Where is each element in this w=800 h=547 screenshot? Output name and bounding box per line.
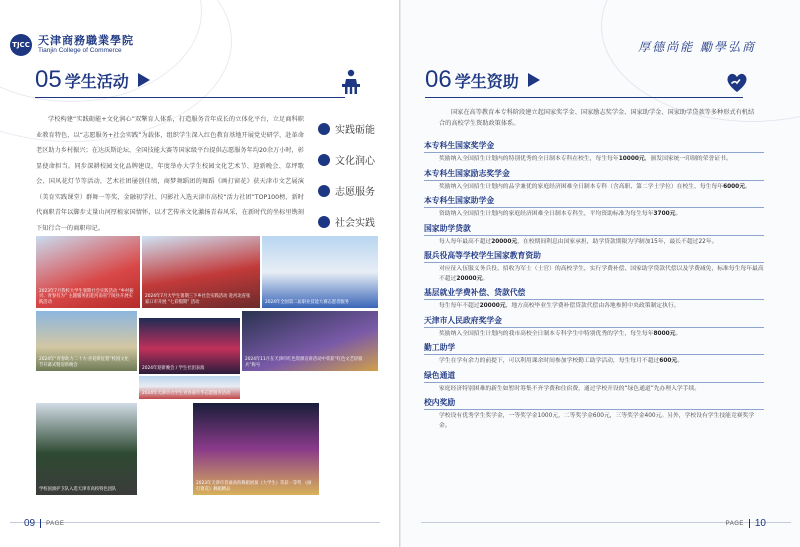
aid-item	[424, 370, 764, 395]
aid-item-text: 学校设有优秀学生奖学金，一等奖学金1000元，二等奖学金600元，三等奖学金400元。另外，学校设有学生技能竞赛奖学金。	[439, 413, 755, 429]
tag-item: 文化润心	[318, 144, 375, 175]
section-heading-activities	[35, 66, 150, 94]
aid-item	[424, 140, 764, 165]
bullet-dot-icon	[318, 123, 330, 135]
bullet-dot-icon	[318, 185, 330, 197]
aid-item	[424, 250, 764, 284]
decorative-wave	[601, 0, 800, 122]
left-page	[0, 0, 399, 547]
tag-item: 实践砺能	[318, 113, 375, 144]
aid-item-text: 学生在学有余力的前提下，可以利用课余时间参加学校勤工助学活动，每生每月不超过600元。	[439, 358, 684, 364]
section-rule	[35, 97, 345, 98]
aid-item-text: 资助纳入全国招生计划内的家庭经济困难全日制本专科生，平均资助标准为每生每年3700元。	[439, 211, 682, 217]
section-title: 学生资助	[454, 71, 519, 91]
section-number: 05	[35, 66, 62, 93]
financial-aid-intro: 国家在高等教育本专科阶段建立起国家奖学金、国家励志奖学金、国家助学金、国家助学贷款等多种形式有机结合的高校学生资助政策体系。	[439, 109, 755, 127]
aid-item-text: 家庭经济特别困难的新生如暂时筹集不齐学费和住宿费，通过学校开设的“绿色通道”先办理入学手续。	[439, 385, 701, 392]
section-rule	[425, 97, 743, 98]
aid-item	[424, 223, 764, 248]
heart-hand-icon	[724, 69, 750, 95]
college-logo	[10, 34, 134, 56]
aid-item-title: 绿色通道	[424, 370, 456, 380]
bullet-dot-icon	[318, 216, 330, 228]
aid-item	[424, 168, 764, 193]
activity-photo: 2023年7月我校大学生暑期社会实践活动 “乡村振兴、青春有为” 主题服务团赴河南省宁陵县开展实践活动	[36, 236, 140, 308]
aid-item-title: 本专科生国家励志奖学金	[424, 168, 510, 178]
footer-rule	[10, 522, 380, 523]
aid-item-title: 本专科生国家助学金	[424, 196, 495, 205]
aid-item-title: 校内奖励	[424, 398, 456, 407]
activities-intro: 学校构建“实践砺能+文化润心”双擎育人体系，打造服务青年成长的立体化平台，立足商科职业教育特色，以“志愿服务+社会实践”为载体，组织学生深入红色教育基地开展党史研学、赴革命老区助力乡村振兴；在达沃斯论坛、全国技能大赛等国家级平台提供志愿服务年均20余万小时，彰显使命担当。同步深耕校园文化品牌建设，年度举办大学生校园文化艺术节、迎新晚会、草坪歌会、国风花灯节等活动，艺术社团屡创佳绩，商梦舞蹈团的舞蹈《画打窗花》获天津市文艺展演（美育实践课堂）群舞一等奖，金融初学社、闪影社入选天津市高校“活力社团”TOP100榜，新时代商职青年以脚步丈量山河厚植家国情怀，以才艺传承文化激扬青春风采，在新时代的坐标里镌刻下知行合一的商职印记。	[36, 116, 304, 232]
podium-speaker-icon	[338, 69, 364, 95]
tag-item: 社会实践	[318, 206, 375, 237]
aid-item	[424, 287, 764, 312]
aid-item-text: 奖励纳入全国招生计划内的特别优秀的全日制本专科在校生，每生每年10000元，颁发国家统一印制的荣誉证书。	[439, 156, 732, 162]
aid-item-title: 服兵役高等学校学生国家教育资助	[424, 251, 541, 260]
aid-item-title: 勤工助学	[424, 343, 456, 352]
aid-items-list	[424, 140, 764, 434]
activity-photo: 2024年“青春助力二十大·喜迎新征程”校园文化节开幕式暨迎新晚会	[36, 311, 137, 371]
activity-photo: 2024年迎新晚会 / 学生社团表演	[139, 318, 240, 374]
college-motto: 厚德尚能 勵學弘商	[638, 40, 756, 54]
aid-item-title: 本专科生国家奖学金	[424, 141, 495, 150]
aid-item-text: 每人每年最高不超过20000元，在校期间利息由国家承担，助学贷款期限为学制加15年，最长不超过22年。	[439, 238, 718, 245]
aid-item-text: 奖励纳入全国招生计划内的品学兼优的家庭经济困难全日制本专科（含高职、第二学士学位）在校生，每生每年6000元。	[439, 183, 751, 190]
activity-photo: 2024年11月在天津市红色资源宣讲活动中荣获“红色文艺轻骑兵”称号	[242, 311, 378, 371]
aid-item	[424, 315, 764, 340]
aid-item-text: 每生每年不超过20000元，地方高校毕业生学费补偿贷款代偿由各地参照中央政策制定执行。	[439, 303, 680, 309]
tag-item: 志愿服务	[318, 175, 375, 206]
bullet-dot-icon	[318, 154, 330, 166]
aid-item-title: 国家助学贷款	[424, 223, 471, 233]
aid-item	[424, 195, 764, 220]
activity-photo: 2024年7月大学生暑期三下乡社会实践活动 赴河北省张家口市开展 “七彩假期” 活动	[142, 236, 260, 308]
activity-tags	[318, 113, 375, 237]
aid-item	[424, 397, 764, 431]
aid-item-text: 对应征入伍服义务兵役、招收为军士（士官）的高校学生，实行学费补偿、国家助学贷款代偿以及学费减免，标准每生每年最高不超过20000元。	[439, 266, 764, 282]
aid-item-title: 天津市人民政府奖学金	[424, 315, 502, 325]
section-title: 学生活动	[64, 71, 129, 91]
college-name-cn: 天津商務職業學院	[38, 34, 134, 47]
aid-item	[424, 342, 764, 367]
aid-item-text: 奖励纳入全国招生计划内的我市高校全日制本专科学生中特别优秀的学生，每生每年8000元。	[439, 330, 682, 337]
section-number: 06	[425, 66, 452, 93]
aid-item-title: 基层就业学费补偿、贷款代偿	[424, 288, 526, 297]
triangle-arrow-icon	[528, 73, 540, 87]
college-seal-icon: TJCC	[10, 34, 32, 56]
page-number-right: PAGE 10	[725, 518, 766, 529]
college-name-en: Tianjin College of Commerce	[38, 47, 122, 54]
right-page	[401, 0, 800, 547]
activity-photo: 学校国旗护卫队入选天津市高校特色团队	[36, 403, 137, 495]
activity-photo: 2024年全国第二届职业技能大赛志愿者服务	[262, 236, 378, 308]
activity-photo: 2024年天津市大学生青春嘉年华志愿服务活动	[139, 376, 240, 399]
triangle-arrow-icon	[138, 73, 150, 87]
page-number-left: 09 PAGE	[24, 518, 65, 529]
section-heading-financial-aid	[425, 66, 540, 94]
activity-photo: 2023年天津市普通高校舞蹈展演《大学生》荣获一等奖 《画打窗花》舞蹈精品	[193, 403, 319, 495]
